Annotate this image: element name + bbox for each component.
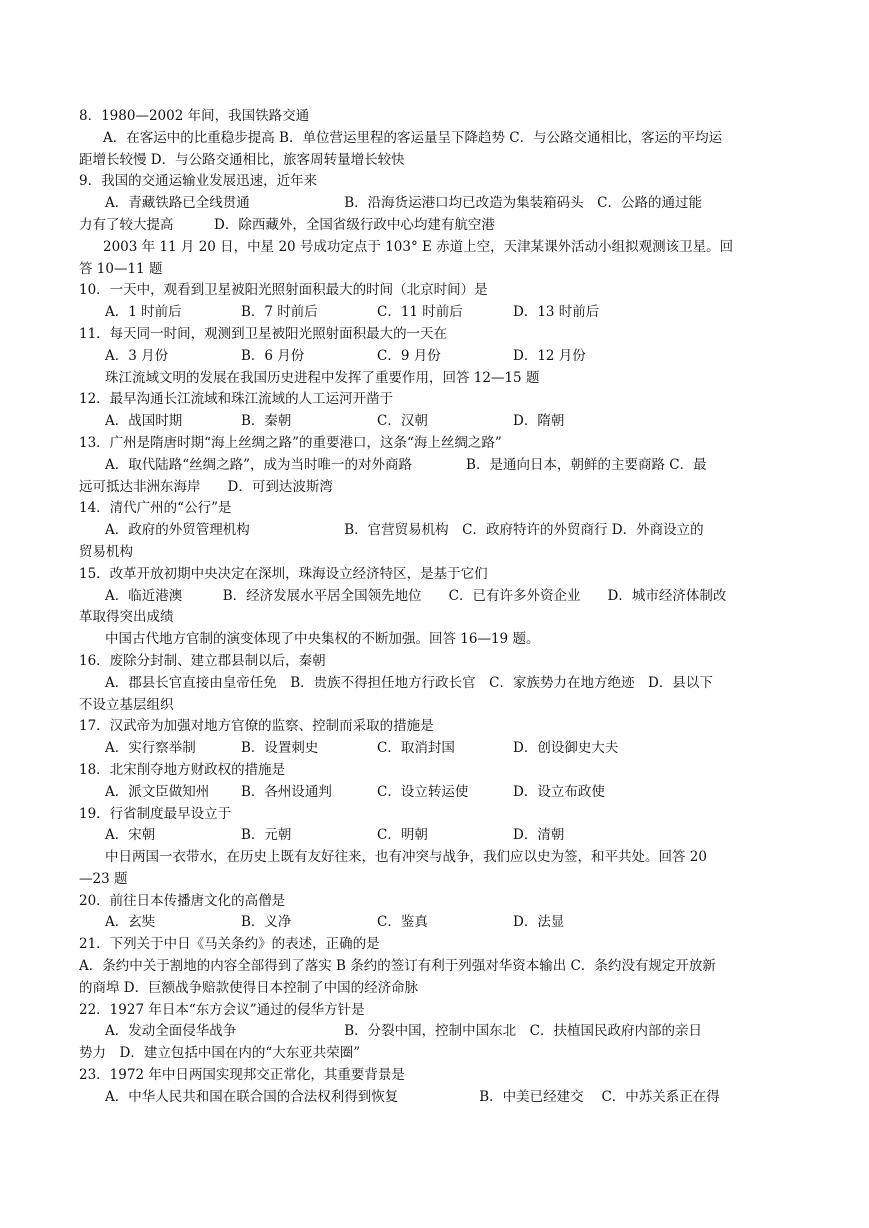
option-d: D．隋朝 <box>513 413 565 430</box>
question-12: 12．最早沟通长江流域和珠江流域的人工运河开凿于 <box>79 391 394 408</box>
q18-options <box>79 782 795 804</box>
q20-options <box>79 912 795 934</box>
q19-options <box>79 825 795 847</box>
option-b: B．秦朝 <box>241 413 292 430</box>
question-19: 19．行省制度最早设立于 <box>79 805 232 822</box>
option-c: C．鉴真 <box>377 914 428 931</box>
option-b: B．各州设通判 <box>241 783 332 800</box>
q14-options-line1: A．政府的外贸管理机构 B．官营贸易机构 C．政府特许的外贸商行 D．外商设立的 <box>105 522 704 539</box>
option-c: C．11 时前后 <box>377 304 463 321</box>
option-c: C．取消封国 <box>377 740 455 757</box>
question-23: 23．1972 年中日两国实现邦交正常化，其重要背景是 <box>79 1067 405 1084</box>
q16-options-line1: A．郡县长官直接由皇帝任免 B．贵族不得担任地方行政长官 C．家族势力在地方绝迹 D．县以下 <box>105 674 713 691</box>
q21-options-line2: 的商埠 D．巨额战争赔款使得日本控制了中国的经济命脉 <box>79 979 419 996</box>
question-22: 22．1927 年日本“东方会议”通过的侵华方针是 <box>79 1001 365 1018</box>
passage-20-23-line1: 中日两国一衣带水，在历史上既有友好往来，也有冲突与战争，我们应以史为签，和平共处。回答 20 <box>105 849 707 866</box>
option-c: C．9 月份 <box>377 347 441 364</box>
question-15: 15．改革开放初期中央决定在深圳，珠海设立经济特区，是基于它们 <box>79 565 488 582</box>
passage-10-11-line2: 答 10—11 题 <box>79 260 163 277</box>
option-a: A．3 月份 <box>105 347 169 364</box>
q16-options-line2: 不设立基层组织 <box>79 696 174 713</box>
option-c: C．设立转运使 <box>377 783 469 800</box>
q23-options-line1: A．中华人民共和国在联合国的合法权利得到恢复 B．中美已经建交 C．中苏关系正在得 <box>105 1088 720 1105</box>
option-c: C．明朝 <box>377 827 428 844</box>
question-14: 14．清代广州的“公行”是 <box>79 500 232 517</box>
option-d: D．清朝 <box>513 827 565 844</box>
q21-options-line1: A．条约中关于割地的内容全部得到了落实 B 条约的签订有利于列强对华资本输出 C．条约没有规定开放新 <box>79 958 716 975</box>
option-a: A．实行察举制 <box>105 740 196 757</box>
q14-options-line2: 贸易机构 <box>79 543 133 560</box>
option-b: B．元朝 <box>241 827 292 844</box>
question-9: 9．我国的交通运输业发展迅速，近年来 <box>79 173 318 190</box>
question-8: 8．1980—2002 年间，我国铁路交通 <box>79 108 310 124</box>
question-20: 20．前往日本传播唐文化的高僧是 <box>79 892 286 909</box>
option-d: D．13 时前后 <box>513 304 600 321</box>
passage-12-15: 珠江流域文明的发展在我国历史进程中发挥了重要作用，回答 12—15 题 <box>105 369 540 386</box>
option-c: C．汉朝 <box>377 413 428 430</box>
q15-options-line1: A．临近港澳 B．经济发展水平居全国领先地位 C．已有许多外资企业 D．城市经济体制改 <box>105 587 727 604</box>
option-a: A．战国时期 <box>105 413 183 430</box>
question-21: 21．下列关于中日《马关条约》的表述，正确的是 <box>79 936 380 953</box>
q10-options <box>79 302 795 324</box>
question-10: 10．一天中，观看到卫星被阳光照射面积最大的时间（北京时间）是 <box>79 282 488 299</box>
option-a: A．派文臣做知州 <box>105 783 210 800</box>
q12-options <box>79 411 795 433</box>
passage-10-11-line1: 2003 年 11 月 20 日，中星 20 号成功定点于 103° E 赤道上空，天津某课外活动小组拟观测该卫星。回 <box>103 238 734 255</box>
option-d: D．法显 <box>513 914 565 931</box>
question-13: 13．广州是隋唐时期“海上丝绸之路”的重要港口，这条“海上丝绸之路” <box>79 434 502 451</box>
option-a: A．1 时前后 <box>105 304 182 321</box>
question-16: 16．废除分封制、建立郡县制以后，秦朝 <box>79 652 326 669</box>
option-d: D．设立布政使 <box>513 783 605 800</box>
option-b: B．6 月份 <box>241 347 305 364</box>
q22-options-line2: 势力 D．建立包括中国在内的“大东亚共荣圈” <box>79 1045 361 1062</box>
q22-options-line1: A．发动全面侵华战争 B．分裂中国，控制中国东北 C．扶植国民政府内部的亲日 <box>105 1023 702 1040</box>
option-b: B．7 时前后 <box>241 304 318 321</box>
question-11: 11．每天同一时间，观测到卫星被阳光照射面积最大的一天在 <box>79 325 448 342</box>
question-17: 17．汉武帝为加强对地方官僚的监察、控制而采取的措施是 <box>79 718 434 735</box>
q8-options-line1: A．在客运中的比重稳步提高 B．单位营运里程的客运量呈下降趋势 C．与公路交通相比，客运的平均运 <box>103 129 723 146</box>
q8-options-line2: 距增长较慢 D．与公路交通相比，旅客周转量增长较快 <box>79 151 405 168</box>
option-a: A．宋朝 <box>105 827 156 844</box>
q15-options-line2: 革取得突出成绩 <box>79 609 174 626</box>
passage-20-23-line2: —23 题 <box>79 870 128 887</box>
document-page <box>79 106 795 1109</box>
passage-16-19: 中国古代地方官制的演变体现了中央集权的不断加强。回答 16—19 题。 <box>105 631 540 648</box>
q17-options <box>79 738 795 760</box>
option-a: A．玄奘 <box>105 914 156 931</box>
q11-options <box>79 346 795 368</box>
option-d: D．12 月份 <box>513 347 586 364</box>
q13-options-line2: 远可抵达非洲东海岸 D．可到达波斯湾 <box>79 478 333 495</box>
q9-options-line1: A．青藏铁路已全线贯通 B．沿海货运港口均已改造为集装箱码头 C．公路的通过能 <box>105 195 702 212</box>
q9-options-line2: 力有了较大提高 D．除西藏外，全国省级行政中心均建有航空港 <box>79 216 495 233</box>
option-b: B．设置刺史 <box>241 740 319 757</box>
option-d: D．创设御史大夫 <box>513 740 619 757</box>
question-18: 18．北宋削夺地方财政权的措施是 <box>79 761 286 778</box>
q13-options-line1: A．取代陆路“丝绸之路”，成为当时唯一的对外商路 B．是通向日本，朝鲜的主要商路 C．最 <box>105 456 707 473</box>
option-b: B．义净 <box>241 914 292 931</box>
